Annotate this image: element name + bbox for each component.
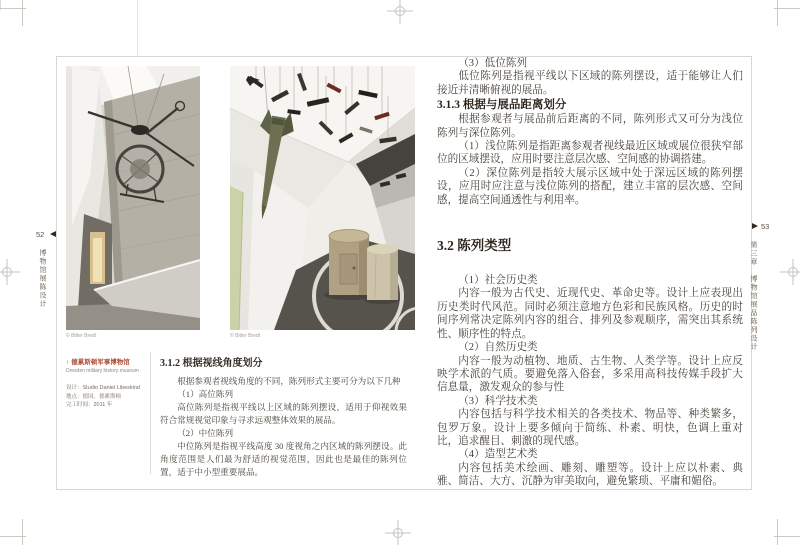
caption-location: 地点：德国，德累斯顿: [66, 393, 122, 400]
registration-mark-icon: [780, 259, 800, 285]
paragraph: 低位陈列是指视平线以下区域的陈列摆设，适于能够让人们接近并清晰俯视的展品。: [437, 71, 743, 96]
page-number-right: 53: [761, 222, 770, 231]
page-edge: [56, 489, 752, 490]
crop-mark: [777, 0, 778, 26]
paragraph: 内容一般为动植物、地质、古生物、人类学等。设计上应反映学术派的气质。要避免落入俗套，多采用高科技传媒手段扩大信息量，激发观众的参与性: [437, 355, 743, 394]
paragraph: （2）深位陈列是指较大展示区域中处于深远区域的陈列摆设，应用时应注意与浅位陈列的搭配，建立丰富的层次感、空间感，提高空间通透性与利用率。: [437, 167, 743, 206]
column-divider: [150, 352, 151, 474]
registration-mark-icon: [0, 259, 20, 285]
page-edge: [56, 56, 57, 490]
caption-completion: 完工时间：2011 年: [66, 402, 113, 408]
paragraph: 高位陈列是指视平线以上区域的陈列摆设，适用于仰视效果符合常规视觉印象与寻求远观整体效果的展品。: [160, 402, 407, 425]
book-title-vertical: 博物馆展陈设计: [39, 249, 46, 309]
paragraph: 根据参观者与展品前后距离的不同，陈列形式又可分为浅位陈列与深位陈列。: [437, 114, 743, 139]
page-number-left: 52: [36, 230, 45, 239]
paragraph: 内容包括美术绘画、雕刻、雕塑等。设计上应以朴素、典雅、简洁、大方、沉静为审美取向，避免繁琐、平庸和媚俗。: [437, 462, 743, 488]
section-heading-32: 3.2 陈列类型: [437, 238, 512, 254]
page-marker-triangle-icon: [752, 223, 758, 229]
left-page-text-column: [160, 354, 407, 479]
chapter-title-vertical: 第三章 博物馆展品陈列设计: [750, 241, 757, 352]
paragraph: 内容一般为古代史、近现代史、革命史等。设计上应表现出历史类时代风范。同时必须注意地方色彩和民族风格。历史的时间序列常决定陈列内容的组合、排列及参观顺序，需突出其系统性、顺序性的特点。: [437, 288, 743, 340]
crop-mark: [137, 0, 138, 56]
section-heading-313: 3.1.3 根据与展品距离划分: [437, 99, 567, 112]
suspended-ordnance-illustration: [230, 66, 415, 330]
helicopter-exhibit-illustration: [66, 66, 200, 330]
paragraph: （2）中位陈列: [177, 428, 234, 438]
registration-mark-icon: [385, 520, 411, 545]
photo-credit: © Bitter Bredt: [66, 333, 97, 339]
paragraph: 根据参观者视线角度的不同，陈列形式主要可分为以下几种: [177, 376, 401, 386]
paragraph: 中位陈列是指视平线高度 30 度视角之内区域的陈列摆设。此角度范围是人们最为舒适的视觉范围，因此也是最佳的陈列位置，适于中小型重要展品。: [160, 441, 407, 477]
caption-title-cn: 德累斯顿军事博物馆: [71, 359, 130, 366]
paragraph: 内容包括与科学技术相关的各类技术、物品等、种类繁多，包罗万象。设计上要多倾向于简练、朴素、明快，色调上重对比，追求醒目、刺激的现代感。: [437, 409, 743, 447]
up-arrow-icon: ↑: [66, 359, 70, 366]
caption-designer: 设计：Studio Daniel Libeskind: [66, 385, 140, 391]
paragraph: （4）造型艺术类: [458, 449, 538, 461]
crop-mark: [22, 519, 23, 545]
crop-mark: [777, 519, 778, 545]
paragraph: （3）低位陈列: [458, 58, 528, 69]
caption-title-en: Dresden military history museum: [66, 368, 139, 374]
photo-dresden-helicopter: [66, 66, 200, 330]
paragraph: （2）自然历史类: [458, 342, 538, 354]
right-page-text-column: [437, 57, 743, 489]
crop-mark: [22, 0, 23, 26]
registration-mark-icon: [387, 0, 413, 24]
caption-title: [66, 357, 150, 366]
figure-caption: [66, 357, 150, 410]
caption-details: [66, 384, 150, 410]
page-marker-triangle-icon: [50, 231, 56, 237]
photo-dresden-suspended-ordnance: [230, 66, 415, 330]
paragraph: （1）高位陈列: [177, 389, 234, 399]
paragraph: （1）浅位陈列是指距离参观者视线最近区域或展位很狭窄部位的区域摆设，应用时要注意层次感、空间感的协调搭建。: [437, 141, 743, 166]
paragraph: （3）科学技术类: [458, 395, 538, 407]
photo-credit: © Bitter Bredt: [230, 333, 261, 339]
paragraph: （1）社会历史类: [458, 275, 538, 287]
section-heading-312: 3.1.2 根据视线角度划分: [160, 358, 263, 369]
